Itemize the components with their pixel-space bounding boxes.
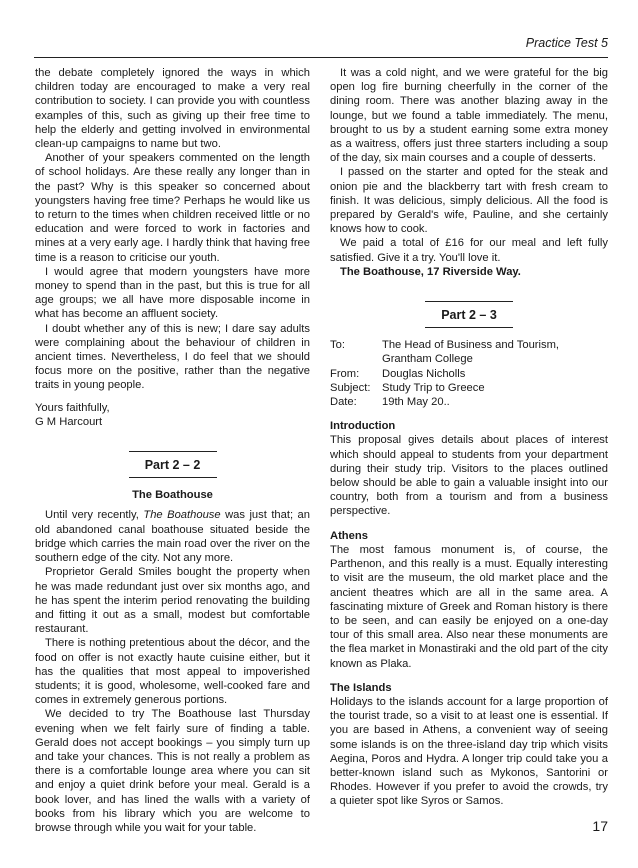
review-title: The Boathouse [132, 489, 213, 502]
review-paragraph: Proprietor Gerald Smiles bought the property when he was made redundant just over six months ago, and he has spent the interim period renovating the building and fitting it out as a small, modest but comfortable restaurant. [35, 566, 310, 636]
review-paragraph: We paid a total of £16 for our meal and left fully satisfied. Give it a try. You'll love it. [330, 237, 608, 264]
memo-row: Date: 19th May 20.. [330, 396, 450, 409]
review-paragraph: There is nothing pretentious about the décor, and the food on offer is not exactly haute cuisine either, but it has the qualities that most appeal to impoverished students; it is good, wholesome, well-cooked fare and comes in extremely generous portions. [35, 637, 310, 707]
review-address: The Boathouse, 17 Riverside Way. [340, 265, 521, 278]
letter-paragraph: I would agree that modern youngsters have more money to spend than in the past, but this is true for all age groups; we all have more disposable income in what has become an affluent society. [35, 265, 310, 321]
section-body: The most famous monument is, of course, the Parthenon, and this really is a must. Equally interesting to visit are the museum, the old market place and the ancient theatres which are all in the same area. A fascinating mixture of Greek and Roman history is there to be seen, and can easily be enjoyed on a one-day tour of this small area. Also near these monuments are the flea market in Monastiraki and the old part of the city known as Plaka. [330, 543, 608, 670]
letter-signature: G M Harcourt [35, 415, 103, 428]
review-paragraph: We decided to try The Boathouse last Thursday evening when we felt fairly sure of finding a table. Gerald does not accept bookings – you simply turn up and take your chances. This is not really a problem as there is a comfortable lounge area where you can sit and enjoy a quiet drink before your meal. Gerald is a book lover, and has lined the walls with a variety of books from his library which you are welcome to browse through while you wait for your table. [35, 708, 310, 834]
right-column [330, 66, 608, 809]
section-heading: Introduction [330, 420, 396, 433]
header-rule [34, 57, 608, 58]
letter-signoff: Yours faithfully, [35, 401, 110, 414]
page-number: 17 [592, 818, 608, 834]
section-heading: Athens [330, 529, 368, 542]
letter-paragraph: Another of your speakers commented on the length of school holidays. Are these really any longer than in the past? Why is this speaker so concerned about youngsters having free time? Perhaps he would like us to return to the times when children received little or no education and were forced to work in factories and mines at a very early age. I hardly think that having free time is a reason to criticise our youth. [35, 152, 310, 264]
left-column [35, 66, 310, 835]
section-heading: The Islands [330, 681, 392, 694]
letter-paragraph: the debate completely ignored the ways in which children today are encouraged to make a very real contribution to society. I can provide you with countless examples of this, such as giving up their free time to help the elderly and getting involved in environmental clean-up campaigns to name but two. [35, 67, 310, 151]
review-paragraph: Until very recently, The Boathouse was just that; an old abandoned canal boathouse situated beside the bridge which carries the main road over the river on the southern edge of the city. Not any more. [35, 509, 311, 565]
section-body: This proposal gives details about places of interest which should appeal to students from your department during their study trip. Visitors to the places outlined below should be able to gain a valuable insight into our country, both from a tourism and from a business perspective. [330, 434, 608, 518]
part-heading: Part 2 – 2 [129, 451, 217, 478]
memo-row: Subject: Study Trip to Greece [330, 381, 485, 394]
part-heading: Part 2 – 3 [425, 301, 513, 328]
memo-row: To: The Head of Business and Tourism, [330, 339, 560, 352]
review-paragraph: It was a cold night, and we were grateful for the big open log fire burning cheerfully in the corner of the dining room. There was another blazing away in the lounge, but we found a table immediately. The menu, brought to us by a student earning some extra money as a waitress, offers just three starters including a soup of the day, six main courses and a couple of desserts. [330, 67, 608, 165]
memo-row: Grantham College [382, 353, 473, 366]
letter-paragraph: I doubt whether any of this is new; I dare say adults were complaining about the behaviour of children in ancient times. Nevertheless, I do feel that we should focus more on the positive, rather than the negative traits in young people. [35, 322, 310, 392]
review-paragraph: I passed on the starter and opted for the steak and onion pie and the blackberry tart with fresh cream to finish. It was delicious, simply delicious. All the food is prepared by Gerald's wife, Pauline, and she certainly knows how to cook. [330, 166, 608, 236]
running-header: Practice Test 5 [525, 36, 608, 50]
section-body: Holidays to the islands account for a large proportion of the tourist trade, so a visit to at least one is essential. If you are based in Athens, a convenient way of seeing some islands is on the three-island day trip which visits Aegina, Poros and Hydra. A longer trip could take you a better-known island such as Mykonos, Santorini or Rhodes. However if you prefer to avoid the crowds, try a quieter spot like Syros or Samos. [330, 695, 608, 808]
memo-row: From: Douglas Nicholls [330, 367, 466, 380]
